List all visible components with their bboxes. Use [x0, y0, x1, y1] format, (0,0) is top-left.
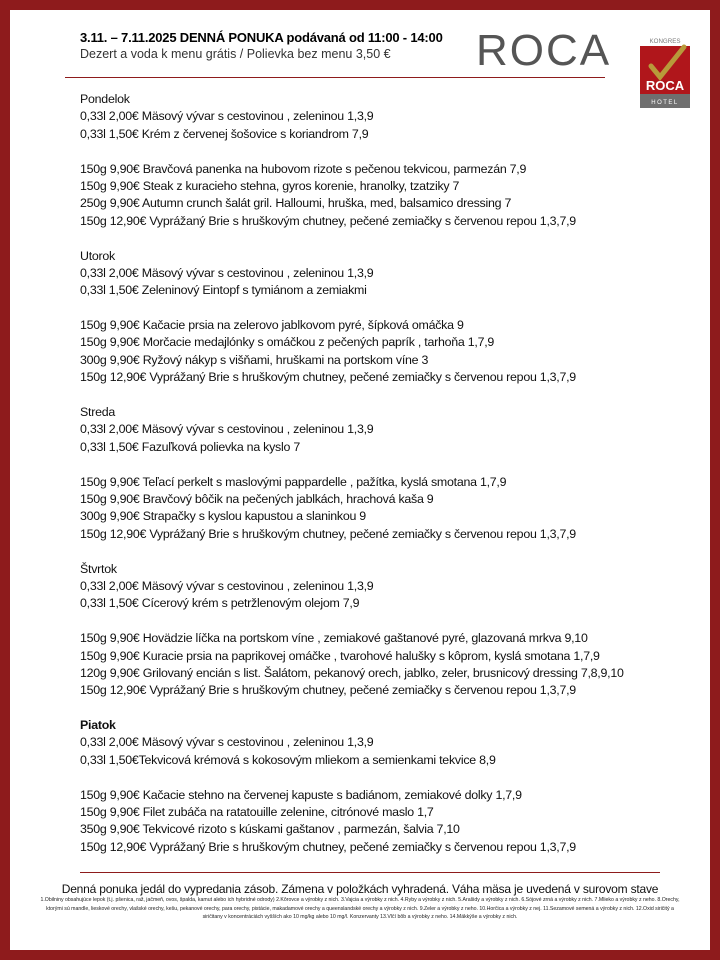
- main-dish-item: 150g 9,90€ Bravčový bôčik na pečených jablkách, hrachová kaša 9: [80, 491, 434, 506]
- main-dish-item: 350g 9,90€ Tekvicové rizoto s kúskami gaštanov , parmezán, šalvia 7,10: [80, 822, 460, 837]
- spacer: [80, 230, 700, 247]
- main-dish-item: 300g 9,90€ Strapačky s kyslou kapustou a slaninkou 9: [80, 509, 366, 524]
- spacer: [80, 387, 700, 404]
- main-dish-item: 150g 9,90€ Morčacie medajlónky s omáčkou z pečených paprík , tarhoňa 1,7,9: [80, 335, 495, 350]
- spacer: [80, 543, 700, 560]
- main-dish-item: 150g 9,90€ Hovädzie líčka na portskom víne , zemiakové gaštanové pyré, glazovaná mrkva 9,10: [80, 631, 588, 646]
- soup-item: 0,33l 2,00€ Mäsový vývar s cestovinou , zeleninou 1,3,9: [80, 422, 374, 437]
- soup-item: 0,33l 2,00€ Mäsový vývar s cestovinou , zeleninou 1,3,9: [80, 735, 374, 750]
- menu-title: 3.11. – 7.11.2025 DENNÁ PONUKA podávaná od 11:00 - 14:00: [80, 30, 443, 45]
- main-dish-item: 150g 12,90€ Vyprážaný Brie s hruškovým chutney, pečené zemiačky s červenou repou 1,3,7,9: [80, 683, 576, 698]
- footer-note: Denná ponuka jedál do vypredania zásob. Zámena v položkách vyhradená. Váha mäsa je uvedená v surovom stave: [61, 882, 659, 896]
- soup-item: 0,33l 1,50€ Cícerový krém s petržlenovým olejom 7,9: [80, 596, 360, 611]
- main-dish-item: 150g 9,90€ Kuracie prsia na paprikovej omáčke , tvarohové halušky s kôprom, kyslá smotana 1,7,9: [80, 648, 600, 663]
- day-heading: Streda: [80, 405, 116, 420]
- footer-divider: [80, 872, 660, 873]
- soup-item: 0,33l 2,00€ Mäsový vývar s cestovinou , zeleninou 1,3,9: [80, 109, 374, 124]
- main-dish-item: 150g 12,90€ Vyprážaný Brie s hruškovým chutney, pečené zemiačky s červenou repou 1,3,7,9: [80, 370, 576, 385]
- logo-main-text: ROCA: [645, 78, 685, 93]
- soup-item: 0,33l 1,50€ Fazuľková polievka na kyslo 7: [80, 439, 300, 454]
- menu-page: [10, 10, 710, 950]
- spacer: [80, 613, 700, 630]
- day-heading: Pondelok: [80, 92, 130, 106]
- main-dish-item: 120g 9,90€ Grilovaný encián s list. Šalátom, pekanový orech, jablko, zeler, brusnicový dressing 7,8,9,10: [80, 665, 624, 680]
- main-dish-item: 150g 9,90€ Bravčová panenka na hubovom rizote s pečenou tekvicou, parmezán 7,9: [80, 161, 527, 176]
- spacer: [80, 700, 700, 717]
- main-dish-item: 150g 12,90€ Vyprážaný Brie s hruškovým chutney, pečené zemiačky s červenou repou 1,3,7,9: [80, 213, 576, 228]
- menu-list: [80, 91, 700, 856]
- allergen-legend: 1.Obilniny obsahujúce lepok (t.j. pšenica, raž, jačmeň, ovos, špalda, kamut alebo ich hybridné odrody) 2.Kôrovce a výrobky z nich. 3.Vajcia a výrobky z nich. 4.Ryby a výrobky z nich. 5.Arašidy a výrobky z nich. 6.Sójové zrná a výrobky z nich. 7.Mlieko a výrobky z neho. 8.Orechy, ktorými sú mandle, lieskové orechy, vlašské orechy, kešu, pekanové orechy, para orechy, pistácie, makadamové orechy a queenslandské orechy a výrobky z nich. 9.Zeler a výrobky z neho. 10.Horčica a výrobky z nej. 11.Sezamové semená a výrobky z nich. 12.Oxid siričitý a siričitany v koncentráciách vyšších ako 10 mg/kg alebo 10 mg/l. Konzervanty 13.Vlčí bôb a výrobky z neho. 14.Mäkkýše a výrobky z nich.: [40, 897, 680, 921]
- main-dish-item: 150g 9,90€ Kačacie stehno na červenej kapuste s badiánom, zemiakové dolky 1,7,9: [80, 787, 522, 802]
- spacer: [80, 456, 700, 473]
- soup-item: 0,33l 2,00€ Mäsový vývar s cestovinou , zeleninou 1,3,9: [80, 265, 374, 280]
- main-dish-item: 250g 9,90€ Autumn crunch šalát gril. Halloumi, hruška, med, balsamico dressing 7: [80, 196, 512, 211]
- soup-item: 0,33l 1,50€Tekvicová krémová s kokosovým mliekom a semienkami tekvice 8,9: [80, 752, 496, 767]
- main-dish-item: 150g 9,90€ Filet zubáča na ratatouille zelenine, citrónové maslo 1,7: [80, 805, 434, 820]
- day-heading: Piatok: [80, 718, 116, 733]
- header-divider: [65, 77, 605, 78]
- main-dish-item: 150g 9,90€ Teľací perkelt s maslovými pappardelle , pažítka, kyslá smotana 1,7,9: [80, 474, 507, 489]
- logo-bottom-text: HOTEL: [651, 100, 679, 106]
- day-heading: Štvrtok: [80, 561, 117, 576]
- main-dish-item: 150g 12,90€ Vyprážaný Brie s hruškovým chutney, pečené zemiačky s červenou repou 1,3,7,9: [80, 526, 576, 541]
- logo-top-text: KONGRES: [649, 38, 681, 45]
- main-dish-item: 150g 12,90€ Vyprážaný Brie s hruškovým chutney, pečené zemiačky s červenou repou 1,3,7,9: [80, 839, 576, 854]
- spacer: [80, 143, 700, 160]
- brand-name: ROCA: [476, 26, 612, 75]
- main-dish-item: 300g 9,90€ Ryžový nákyp s višňami, hruškami na portskom víne 3: [80, 352, 429, 367]
- soup-item: 0,33l 1,50€ Krém z červenej šošovice s koriandrom 7,9: [80, 126, 369, 141]
- main-dish-item: 150g 9,90€ Kačacie prsia na zelerovo jablkovom pyré, šípková omáčka 9: [80, 318, 464, 333]
- soup-item: 0,33l 1,50€ Zeleninový Eintopf s tymiánom a zemiakmi: [80, 283, 367, 298]
- menu-subtitle: Dezert a voda k menu grátis / Polievka bez menu 3,50 €: [80, 47, 391, 61]
- spacer: [80, 300, 700, 317]
- spacer: [80, 769, 700, 786]
- soup-item: 0,33l 2,00€ Mäsový vývar s cestovinou , zeleninou 1,3,9: [80, 578, 374, 593]
- main-dish-item: 150g 9,90€ Steak z kuracieho stehna, gyros korenie, hranolky, tzatziky 7: [80, 178, 460, 193]
- day-heading: Utorok: [80, 248, 115, 263]
